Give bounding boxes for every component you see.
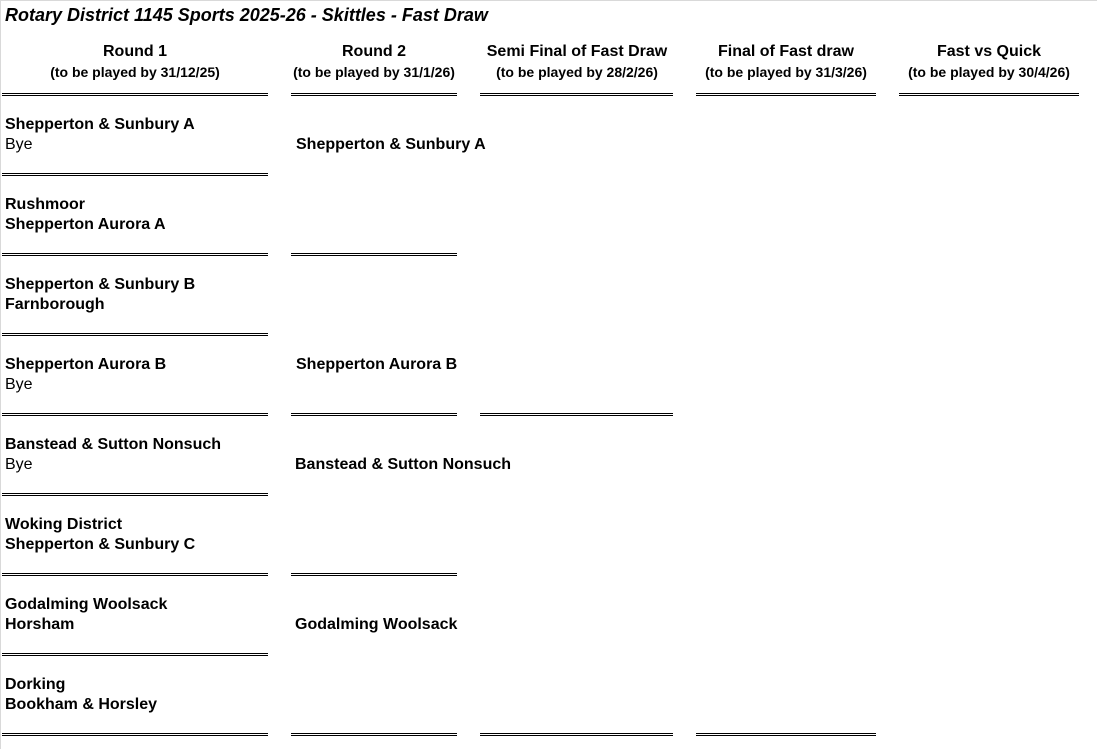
column-header-final — [693, 42, 879, 82]
round1-match5-team1: Banstead & Sutton Nonsuch — [5, 436, 222, 453]
round1-match3-team2: Farnborough — [5, 296, 105, 313]
page-title: Rotary District 1145 Sports 2025-26 - Skittles - Fast Draw — [5, 5, 488, 25]
round1-match3-team1: Shepperton & Sunbury B — [5, 276, 196, 293]
round1-match5-rule — [2, 493, 268, 496]
round2-rule-4 — [291, 733, 457, 736]
round2-rule-2 — [291, 413, 457, 416]
round1-match1-team1: Shepperton & Sunbury A — [5, 116, 195, 133]
semi-final-rule-1 — [480, 413, 673, 416]
column-name: Fast vs Quick — [936, 43, 1042, 60]
round1-match7-team1: Godalming Woolsack — [5, 596, 168, 613]
header-rule-final — [696, 93, 876, 96]
column-header-fast-vs-quick — [896, 42, 1082, 82]
round1-match8-team2: Bookham & Horsley — [5, 696, 158, 713]
header-rule-round-2 — [291, 93, 457, 96]
round2-team-4: Godalming Woolsack — [295, 616, 458, 633]
column-name: Final of Fast draw — [717, 43, 854, 60]
column-name: Semi Final of Fast Draw — [486, 43, 668, 60]
round2-rule-1 — [291, 253, 457, 256]
round2-team-3: Banstead & Sutton Nonsuch — [295, 456, 512, 473]
column-deadline: (to be played by 30/4/26) — [908, 64, 1070, 80]
column-deadline: (to be played by 31/12/25) — [50, 64, 220, 80]
column-header-round-1 — [2, 42, 268, 82]
round1-match2-team1: Rushmoor — [5, 196, 85, 213]
header-rule-semi-final — [480, 93, 673, 96]
round1-match5-team2: Bye — [5, 456, 33, 473]
round1-match7-team2: Horsham — [5, 616, 75, 633]
round1-match4-team1: Shepperton Aurora B — [5, 356, 167, 373]
round2-rule-3 — [291, 573, 457, 576]
header-rule-round-1 — [2, 93, 268, 96]
column-deadline: (to be played by 31/3/26) — [705, 64, 867, 80]
column-name: Round 1 — [103, 43, 167, 60]
round1-match6-rule — [2, 573, 268, 576]
round1-match2-team2: Shepperton Aurora A — [5, 216, 166, 233]
column-header-semi-final — [477, 42, 677, 82]
semi-final-rule-2 — [480, 733, 673, 736]
column-name: Round 2 — [342, 43, 406, 60]
round1-match6-team2: Shepperton & Sunbury C — [5, 536, 196, 553]
column-deadline: (to be played by 28/2/26) — [496, 64, 658, 80]
frame-left — [0, 0, 1, 749]
round1-match4-rule — [2, 413, 268, 416]
header-rule-fast-vs-quick — [899, 93, 1079, 96]
round1-match1-team2: Bye — [5, 136, 33, 153]
final-rule — [696, 733, 876, 736]
frame-top — [0, 0, 1097, 1]
round1-match4-team2: Bye — [5, 376, 33, 393]
round2-team-1: Shepperton & Sunbury A — [296, 136, 486, 153]
round2-team-2: Shepperton Aurora B — [296, 356, 458, 373]
round1-match3-rule — [2, 333, 268, 336]
round1-match1-rule — [2, 173, 268, 176]
column-deadline: (to be played by 31/1/26) — [293, 64, 455, 80]
round1-match8-rule — [2, 733, 268, 736]
round1-match8-team1: Dorking — [5, 676, 66, 693]
round1-match2-rule — [2, 253, 268, 256]
round1-match6-team1: Woking District — [5, 516, 123, 533]
round1-match7-rule — [2, 653, 268, 656]
column-header-round-2 — [286, 42, 462, 82]
